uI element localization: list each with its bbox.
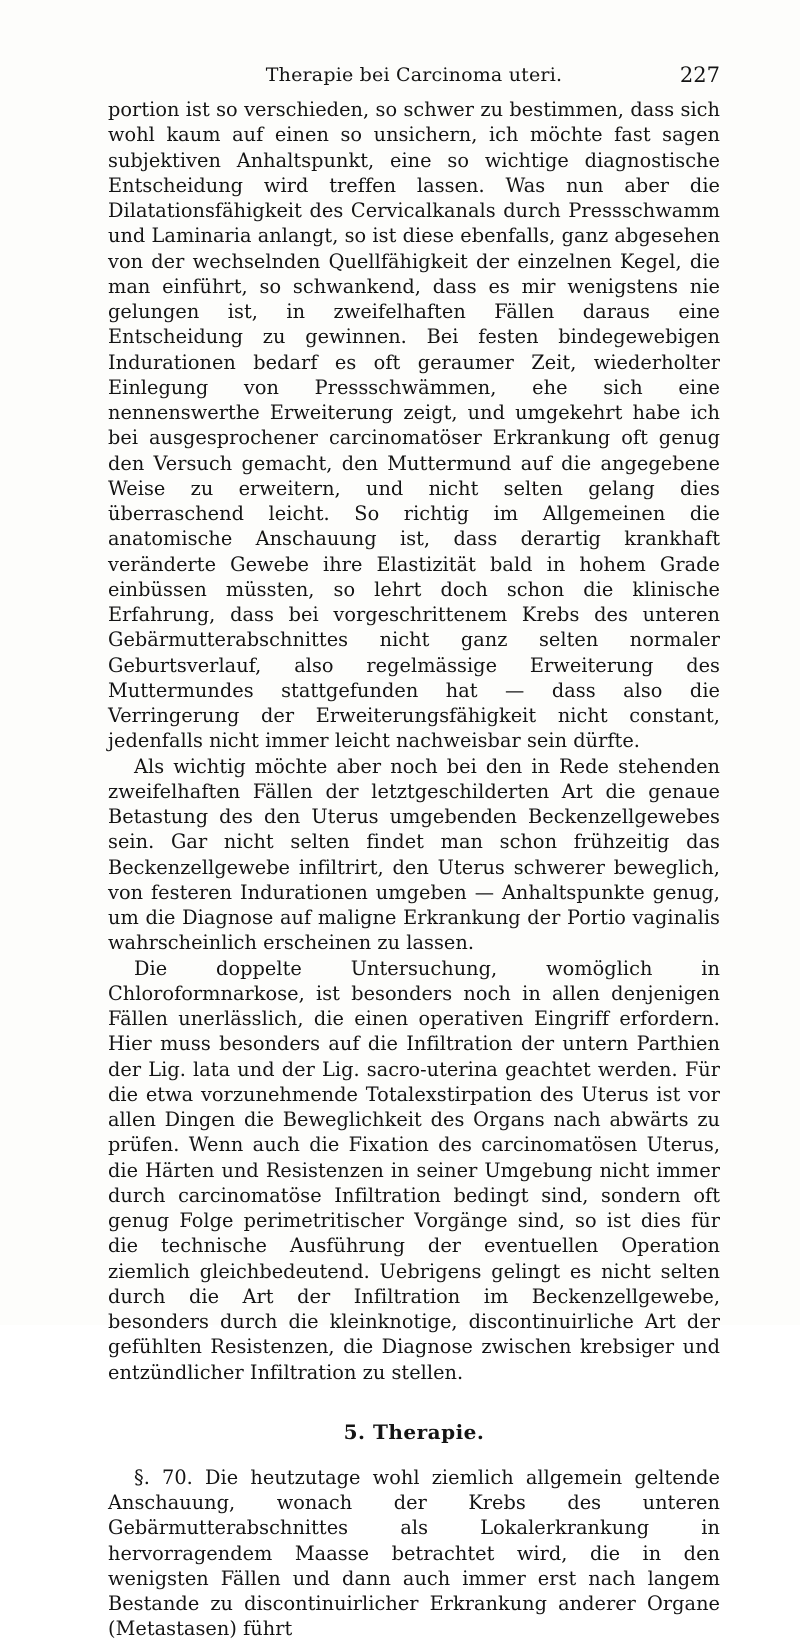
section-heading: 5. Therapie. [343, 1419, 485, 1444]
section-paragraph: §. 70. Die heutzutage wohl ziemlich allgemein geltende Anschauung, wonach der Krebs des unteren Gebärmutterabschnittes als Lokalerkrankung in hervorragendem Maasse betrachtet wird, die in den wenigsten Fällen und dann auch immer erst nach langem Bestande zu discontinuirlicher Erkrankung anderer Organe (Metastasen) führt [108, 1465, 720, 1641]
paragraph-continued: portion ist so verschieden, so schwer zu bestimmen, dass sich wohl kaum auf einen so unsichern, ich möchte fast sagen subjektiven Anhaltspunkt, eine so wichtige diagnostische Entscheidung wird treffen lassen. Was nun aber die Dilatationsfähigkeit des Cervicalkanals durch Pressschwamm und Laminaria anlangt, so ist diese ebenfalls, ganz abgesehen von der wechselnden Quellfähigkeit der einzelnen Kegel, die man einführt, so schwankend, dass es mir wenigstens nie gelungen ist, in zweifelhaften Fällen daraus eine Entscheidung zu gewinnen. Bei festen bindegewebigen Indurationen bedarf es oft geraumer Zeit, wiederholter Einlegung von Pressschwämmen, ehe sich eine nennenswerthe Erweiterung zeigt, und umgekehrt habe ich bei ausgesprochener carcinomatöser Erkrankung oft genug den Versuch gemacht, den Muttermund auf die angegebene Weise zu erweitern, und nicht selten gelang dies überraschend leicht. So richtig im Allgemeinen die anatomische Anschauung ist, dass derartig krankhaft veränderte Gewebe ihre Elastizität bald in hohem Grade einbüssen müssten, so lehrt doch schon die klinische Erfahrung, dass bei vorgeschrittenem Krebs des unteren Gebärmutterabschnittes nicht ganz selten normaler Geburtsverlauf, also regelmässige Erweiterung des Muttermundes stattgefunden hat — dass also die Verringerung der Erweiterungsfähigkeit nicht constant, jedenfalls nicht immer leicht nachweisbar sein dürfte. [108, 98, 720, 753]
header-title: Therapie bei Carcinoma uteri. [265, 64, 563, 86]
paragraph: Die doppelte Untersuchung, womöglich in Chloroformnarkose, ist besonders noch in allen denjenigen Fällen unerlässlich, die einen operativen Eingriff erfordern. Hier muss besonders auf die Infiltration der untern Parthien der Lig. lata und der Lig. sacro-uterina geachtet werden. Für die etwa vorzunehmende Totalexstirpation des Uterus ist vor allen Dingen die Beweglichkeit des Organs nach abwärts zu prüfen. Wenn auch die Fixation des carcinomatösen Uterus, die Härten und Resistenzen in seiner Umgebung nicht immer durch carcinomatöse Infiltration bedingt sind, sondern oft genug Folge perimetritischer Vorgänge sind, so ist dies für die technische Ausführung der eventuellen Operation ziemlich gleichbedeutend. Uebrigens gelingt es nicht selten durch die Art der Infiltration im Beckenzellgewebe, besonders durch die kleinknotige, discontinuirliche Art der gefühlten Resistenzen, die Diagnose zwischen krebsiger und entzündlicher Infiltration zu stellen. [108, 956, 720, 1384]
page-number: 227 [679, 63, 720, 87]
body-text [108, 97, 720, 1642]
paragraph: Als wichtig möchte aber noch bei den in Rede stehenden zweifelhaften Fällen der letztgeschilderten Art die genaue Betastung des den Uterus umgebenden Beckenzellgewebes sein. Gar nicht selten findet man schon frühzeitig das Beckenzellgewebe infiltrirt, den Uterus schwerer beweglich, von festeren Indurationen umgeben — Anhaltspunkte genug, um die Diagnose auf maligne Erkrankung der Portio vaginalis wahrscheinlich erscheinen zu lassen. [108, 754, 720, 955]
running-header [108, 60, 720, 90]
